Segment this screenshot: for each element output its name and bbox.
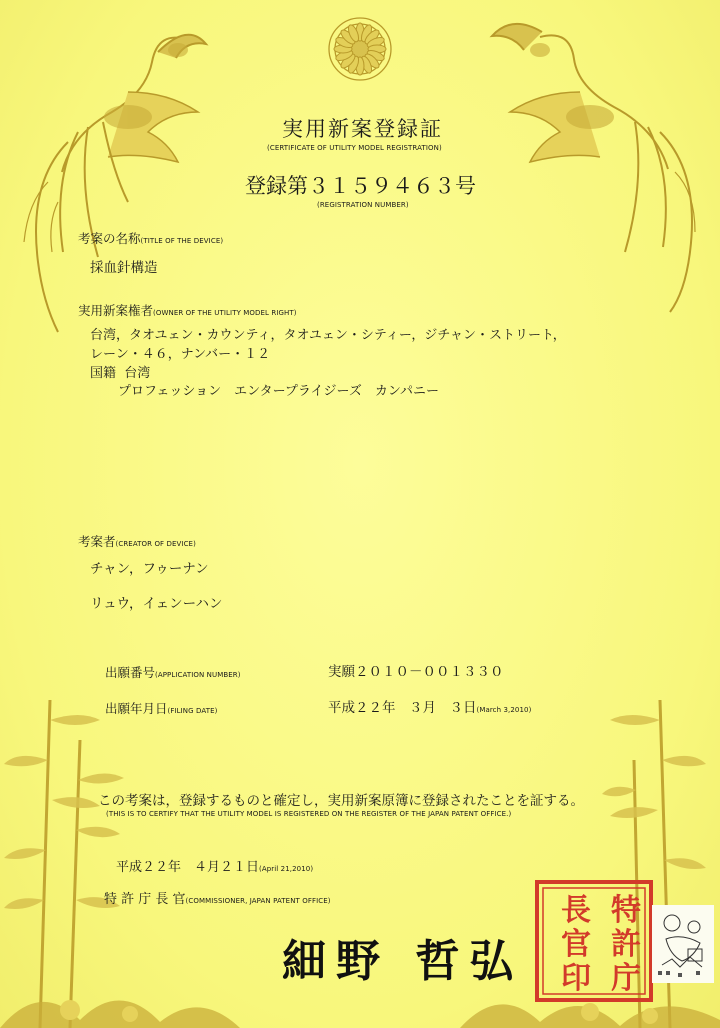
application-label-en: (APPLICATION NUMBER) — [155, 671, 241, 679]
issue-date — [116, 856, 313, 875]
application-label — [105, 662, 241, 681]
official-seal — [533, 878, 655, 1004]
filing-date-en: (March 3,2010) — [476, 706, 532, 714]
certificate-title: 実用新案登録証 — [282, 117, 443, 141]
nationality-value: 台湾 — [124, 366, 151, 381]
nationality-label: 国籍 — [90, 366, 117, 381]
filing-label-en: (FILING DATE) — [167, 707, 218, 715]
owner-address-line1: 台湾，タオユェン・カウンティ，タオユェン・シティー，ジチャン・ストリート， — [90, 328, 566, 343]
seal-character: 特 — [611, 893, 641, 928]
filing-date — [328, 696, 531, 716]
stamp-icon — [652, 905, 714, 983]
owner-label-jp: 実用新案権者 — [78, 303, 154, 318]
commissioner-signature: 細野 哲弘 — [282, 936, 524, 987]
owner-address-line2: レーン・４６，ナンバー・１２ — [90, 347, 271, 362]
seal-character: 長 — [561, 893, 591, 928]
issue-date-jp: 平成２２年 ４月２１日 — [116, 860, 260, 875]
issue-date-en: (April 21,2010) — [259, 865, 314, 873]
seal-character: 庁 — [611, 961, 641, 996]
filing-label — [105, 698, 217, 717]
device-label-jp: 考案の名称 — [78, 231, 141, 246]
creator-name-2: リュウ，イェンーハン — [90, 596, 223, 612]
commissioner-label-jp: 特 許 庁 長 官 — [104, 892, 186, 907]
creator-name-1: チャン，フゥーナン — [90, 561, 209, 577]
registration-number-en: (REGISTRATION NUMBER) — [317, 201, 409, 209]
device-label — [78, 228, 223, 247]
filing-label-jp: 出願年月日 — [105, 701, 168, 716]
creator-label-en: (CREATOR OF DEVICE) — [115, 540, 196, 548]
creator-label — [78, 531, 196, 550]
seal-character: 印 — [561, 961, 591, 996]
owner-company: プロフェッション エンタープライジーズ カンパニー — [118, 384, 439, 399]
phoenix-right-icon — [470, 22, 710, 322]
owner-label-en: (OWNER OF THE UTILITY MODEL RIGHT) — [153, 309, 297, 317]
commissioner-label-en: (COMMISSIONER, JAPAN PATENT OFFICE) — [185, 897, 331, 905]
application-label-jp: 出願番号 — [105, 665, 156, 680]
certificate-title-en: (CERTIFICATE OF UTILITY MODEL REGISTRATION) — [267, 144, 442, 152]
device-label-en: (TITLE OF THE DEVICE) — [140, 237, 224, 245]
filing-date-jp: 平成２２年 ３月 ３日 — [328, 700, 477, 716]
certify-statement-en: (THIS IS TO CERTIFY THAT THE UTILITY MODEL IS REGISTERED ON THE REGISTER OF THE JAPAN PATENT OFFICE.) — [106, 810, 512, 818]
owner-label — [78, 300, 297, 319]
owner-nationality — [90, 362, 150, 381]
registration-number: 登録第３１５９４６３号 — [245, 174, 476, 198]
seal-icon — [533, 878, 655, 1004]
phoenix-left-icon — [8, 22, 248, 342]
chrysanthemum-crest-icon — [320, 14, 400, 84]
device-name: 採血針構造 — [90, 260, 158, 276]
certify-statement: この考案は，登録するものと確定し，実用新案原簿に登録されたことを証する。 — [98, 793, 584, 809]
commissioner-label — [104, 888, 331, 907]
seal-character: 許 — [611, 927, 641, 962]
creator-label-jp: 考案者 — [78, 534, 116, 549]
seal-character: 官 — [561, 927, 591, 962]
application-number: 実願２０１０－００１３３０ — [328, 664, 504, 680]
